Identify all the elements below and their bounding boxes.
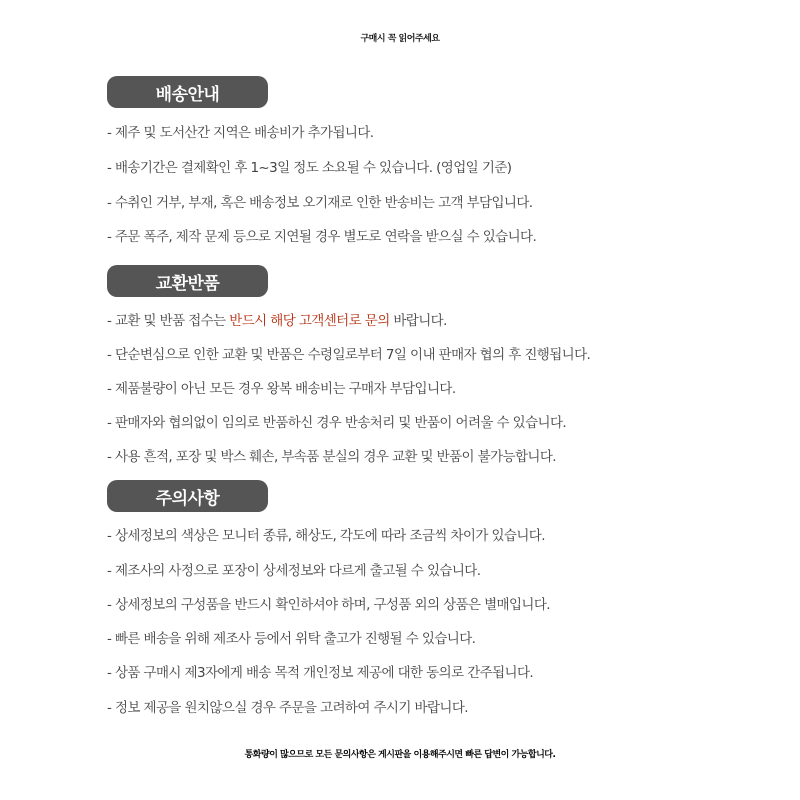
footer-notice: 통화량이 많으므로 모든 문의사항은 게시판을 이용해주시면 빠른 답변이 가능합니다.: [244, 750, 556, 760]
returns-line-5: - 사용 흔적, 포장 및 박스 훼손, 부속품 분실의 경우 교환 및 반품이 불가능합니다.: [107, 449, 557, 465]
shipping-line-3: - 수취인 거부, 부재, 혹은 배송정보 오기재로 인한 반송비는 고객 부담입니다.: [107, 195, 533, 211]
section-heading-returns: 교환반품: [107, 265, 268, 297]
shipping-line-1: - 제주 및 도서산간 지역은 배송비가 추가됩니다.: [107, 125, 374, 141]
notice-line-3: - 상세정보의 구성품을 반드시 확인하셔야 하며, 구성품 외의 상품은 별매입니다.: [107, 597, 550, 613]
returns-line-3: - 제품불량이 아닌 모든 경우 왕복 배송비는 구매자 부담입니다.: [107, 381, 456, 397]
shipping-line-4: - 주문 폭주, 제작 문제 등으로 지연될 경우 별도로 연락을 받으실 수 있습니다.: [107, 229, 537, 245]
notice-line-6: - 정보 제공을 원치않으실 경우 주문을 고려하여 주시기 바랍니다.: [107, 700, 468, 716]
shipping-line-2: - 배송기간은 결제확인 후 1~3일 정도 소요될 수 있습니다. (영업일 기준): [107, 160, 512, 176]
returns-line-1-suffix: 바랍니다.: [389, 313, 447, 329]
notice-line-5: - 상품 구매시 제3자에게 배송 목적 개인정보 제공에 대한 동의로 간주됩니다.: [107, 665, 534, 681]
notice-line-1: - 상세정보의 색상은 모니터 종류, 해상도, 각도에 따라 조금씩 차이가 있습니다.: [107, 528, 545, 544]
notice-line-2: - 제조사의 사정으로 포장이 상세정보와 다르게 출고될 수 있습니다.: [107, 563, 481, 579]
notice-line-4: - 빠른 배송을 위해 제조사 등에서 위탁 출고가 진행될 수 있습니다.: [107, 631, 476, 647]
section-heading-notice: 주의사항: [107, 480, 268, 512]
returns-line-4: - 판매자와 협의없이 임의로 반품하신 경우 반송처리 및 반품이 어려울 수 있습니다.: [107, 415, 567, 431]
returns-line-1: [107, 311, 747, 331]
returns-line-1-prefix: - 교환 및 반품 접수는: [107, 313, 230, 329]
returns-contact-highlight: 반드시 해당 고객센터로 문의: [229, 313, 390, 329]
returns-line-2: - 단순변심으로 인한 교환 및 반품은 수령일로부터 7일 이내 판매자 협의 후 진행됩니다.: [107, 347, 591, 363]
page-title: 구매시 꼭 읽어주세요: [360, 34, 440, 44]
section-heading-shipping: 배송안내: [107, 76, 268, 108]
